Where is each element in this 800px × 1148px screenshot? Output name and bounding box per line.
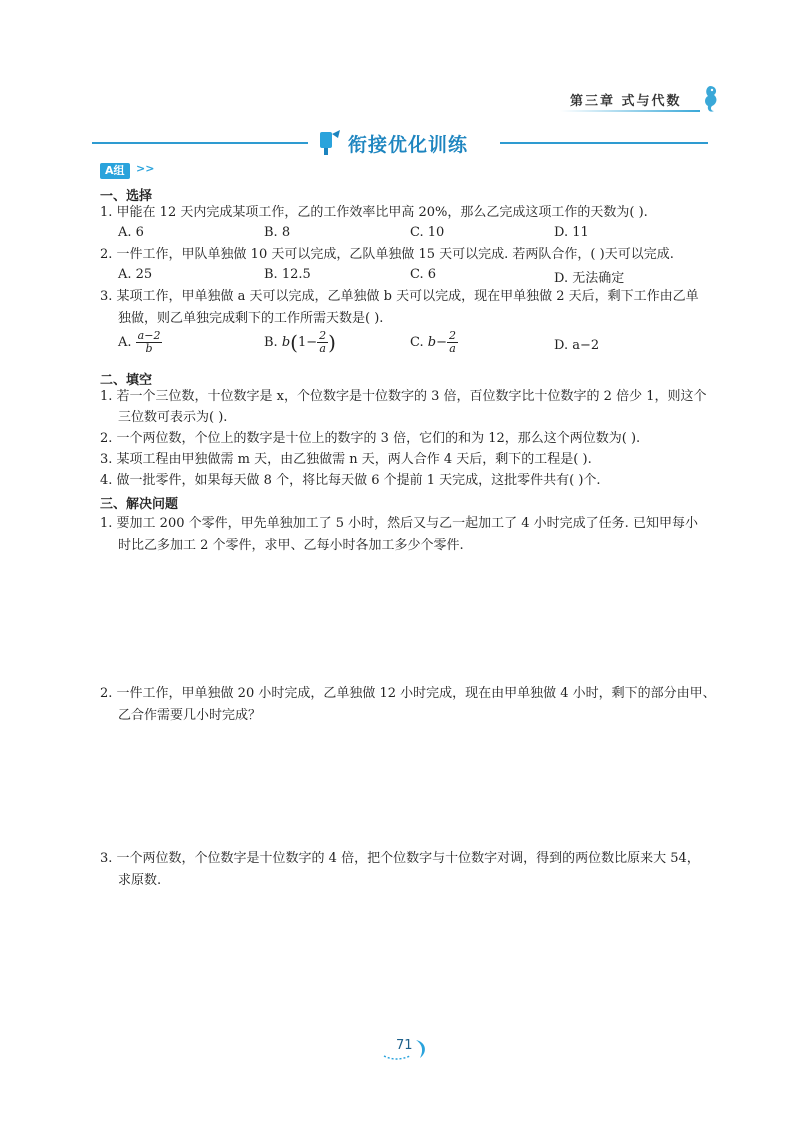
fraction-a-denominator: b — [145, 342, 153, 355]
solve-q3-line1: 3. 一个两位数，个位数字是十位数字的 4 倍，把个位数字与十位数字对调，得到的两位数比原来大 54， — [100, 851, 700, 866]
solve-q1-line1: 1. 要加工 200 个零件，甲先单独加工了 5 小时，然后又与乙一起加工了 4 小时完成了任务. 已知甲每小 — [100, 516, 698, 531]
fill-q1-line2: 三位数可表示为( ). — [118, 410, 228, 425]
choice-q1-option-a: A. 6 — [118, 225, 144, 240]
group-badge: A组 — [100, 163, 130, 179]
option-b-coef: b — [281, 335, 291, 350]
choice-q3-option-a — [118, 330, 162, 355]
brush-icon — [316, 128, 342, 156]
option-b-prefix: B. — [264, 335, 278, 350]
page-number-text: 71 — [396, 1038, 413, 1053]
seahorse-icon — [698, 84, 722, 114]
solve-q1-line2: 时比乙多加工 2 个零件，求甲、乙每小时各加工多少个零件. — [118, 538, 464, 553]
banner-line-right — [500, 142, 708, 144]
chapter-header — [560, 84, 720, 114]
choice-q1-option-b: B. 8 — [264, 225, 291, 240]
group-arrow: >> — [136, 162, 155, 175]
fraction-b — [317, 330, 328, 355]
section-heading-fill: 二、填空 — [100, 373, 153, 388]
option-c-lead: b− — [427, 335, 447, 350]
banner-title: 衔接优化训练 — [348, 134, 469, 156]
choice-q3-option-c — [410, 330, 458, 355]
section-heading-solve: 三、解决问题 — [100, 497, 179, 512]
fraction-b-numerator: 2 — [319, 329, 327, 342]
fill-q2: 2. 一个两位数，个位上的数字是十位上的数字的 3 倍，它们的和为 12，那么这个两位数为( ). — [100, 431, 641, 446]
banner-line-left — [92, 142, 308, 144]
solve-q3-line2: 求原数. — [118, 873, 162, 888]
choice-q2-option-c: C. 6 — [410, 267, 437, 282]
choice-q2-option-b: B. 12.5 — [264, 267, 311, 282]
choice-q2-option-d: D. 无法确定 — [554, 271, 625, 286]
section-banner — [92, 128, 708, 158]
option-c-prefix: C. — [410, 335, 424, 350]
chapter-title: 第三章 式与代数 — [570, 94, 682, 109]
section-heading-choice: 一、选择 — [100, 189, 153, 204]
option-a-prefix: A. — [118, 335, 132, 350]
choice-q2-text: 2. 一件工作，甲队单独做 10 天可以完成，乙队单独做 15 天可以完成. 若两队合作，( )天可以完成. — [100, 247, 674, 262]
page-number — [382, 1036, 432, 1062]
choice-q1-option-d: D. 11 — [554, 225, 589, 240]
solve-q2-line1: 2. 一件工作，甲单独做 20 小时完成，乙单独做 12 小时完成，现在由甲单独做 4 小时，剩下的部分由甲、 — [100, 686, 716, 701]
fill-q1-line1: 1. 若一个三位数，十位数字是 x，个位数字是十位数字的 3 倍，百位数字比十位数字的 2 倍少 1，则这个 — [100, 389, 707, 404]
choice-q3-line2: 独做，则乙单独完成剩下的工作所需天数是( ). — [118, 311, 384, 326]
fraction-b-denominator: a — [319, 342, 326, 355]
choice-q3-line1: 3. 某项工作，甲单独做 a 天可以完成，乙单独做 b 天可以完成，现在甲单独做 2 天后，剩下工作由乙单 — [100, 289, 699, 304]
chapter-underline — [560, 110, 700, 112]
fraction-a — [136, 330, 163, 355]
choice-q3-option-d: D. a−2 — [554, 338, 600, 353]
choice-q1-text: 1. 甲能在 12 天内完成某项工作，乙的工作效率比甲高 20%，那么乙完成这项工作的天数为( ). — [100, 205, 648, 220]
fraction-c — [447, 330, 458, 355]
choice-q2-option-a: A. 25 — [118, 267, 153, 282]
fill-q4: 4. 做一批零件，如果每天做 8 个，将比每天做 6 个提前 1 天完成，这批零件共有( )个. — [100, 473, 601, 488]
choice-q1-option-c: C. 10 — [410, 225, 445, 240]
option-b-one: 1− — [297, 335, 318, 350]
fraction-c-denominator: a — [449, 342, 456, 355]
fill-q3: 3. 某项工程由甲独做需 m 天，由乙独做需 n 天，两人合作 4 天后，剩下的工程是( ). — [100, 452, 592, 467]
fraction-c-numerator: 2 — [448, 329, 456, 342]
choice-q3-option-b: B. b(1− $\frac{2}{a}$ ) — [264, 329, 336, 355]
solve-q2-line2: 乙合作需要几小时完成？ — [118, 708, 262, 723]
fraction-a-numerator: a−2 — [137, 329, 161, 342]
